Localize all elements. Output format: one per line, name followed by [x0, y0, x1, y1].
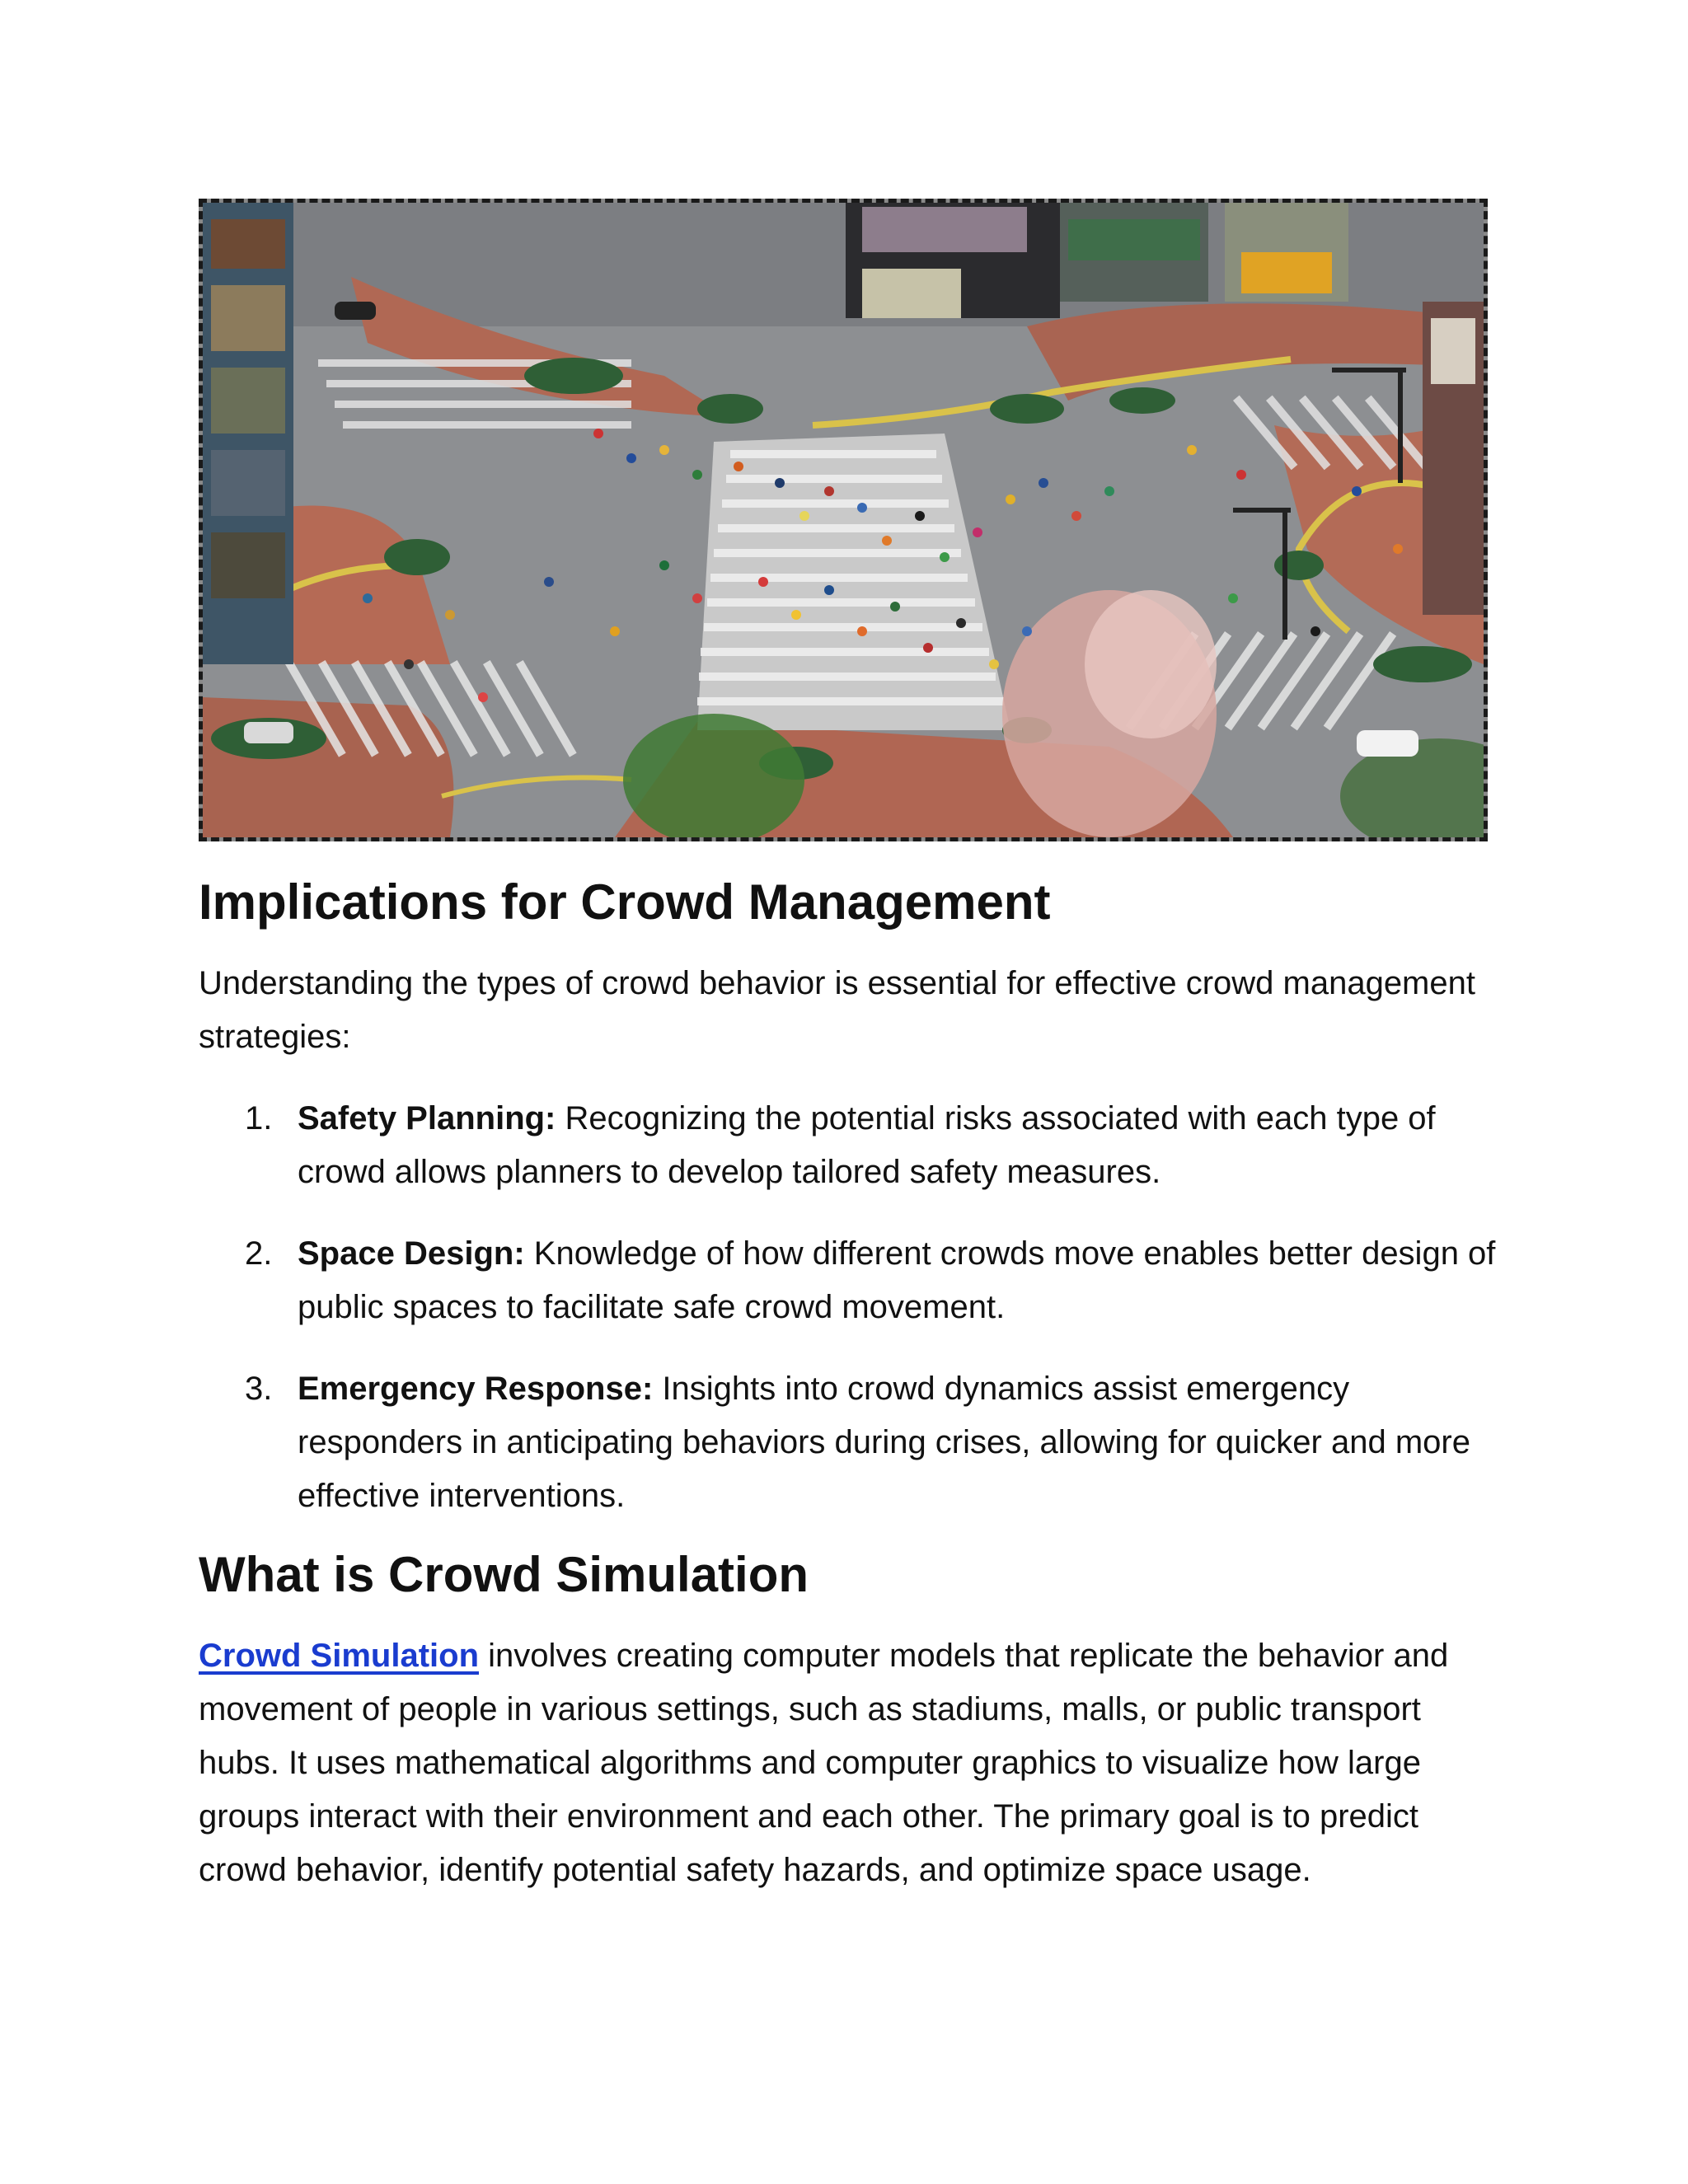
list-text: Recognizing the potential risks associated with each type of crowd allows planners to develop tailored safety measures. — [298, 1100, 1436, 1190]
crowd-simulation-text: involves creating computer models that replicate the behavior and movement of people in various settings, such as stadiums, malls, or public transport hubs. It uses mathematical algorithms and computer graphics to visualize how large groups interact with their environment and each other. The primary goal is to predict crowd behavior, identify potential safety hazards, and optimize space usage. — [199, 1638, 1449, 1888]
intro-paragraph: Understanding the types of crowd behavior is essential for effective crowd management strategies: — [199, 965, 1475, 1055]
list-number: 2. — [245, 1235, 273, 1272]
list-term: Emergency Response: — [298, 1371, 654, 1407]
crowd-simulation-paragraph — [199, 1629, 1501, 1897]
list-item — [199, 1092, 1501, 1199]
list-text: Insights into crowd dynamics assist emergency responders in anticipating behaviors during crises, allowing for quicker and more effective interventions. — [298, 1371, 1470, 1514]
section-heading-implications: Implications for Crowd Management — [199, 874, 1051, 930]
list-term: Space Design: — [298, 1235, 525, 1272]
crowd-simulation-link[interactable]: Crowd Simulation — [199, 1638, 479, 1674]
list-number: 1. — [245, 1100, 273, 1137]
list-item — [199, 1362, 1501, 1523]
miniature-city-crossing-photo — [203, 203, 1484, 837]
list-term: Safety Planning: — [298, 1100, 556, 1137]
list-text: Knowledge of how different crowds move enables better design of public spaces to facilitate safe crowd movement. — [298, 1235, 1496, 1325]
list-number: 3. — [245, 1371, 273, 1407]
implications-list — [199, 1092, 1501, 1523]
list-item — [199, 1227, 1501, 1334]
crowd-photo — [199, 199, 1488, 841]
article-body — [199, 875, 1501, 1897]
section-heading-crowd-simulation: What is Crowd Simulation — [199, 1547, 809, 1602]
